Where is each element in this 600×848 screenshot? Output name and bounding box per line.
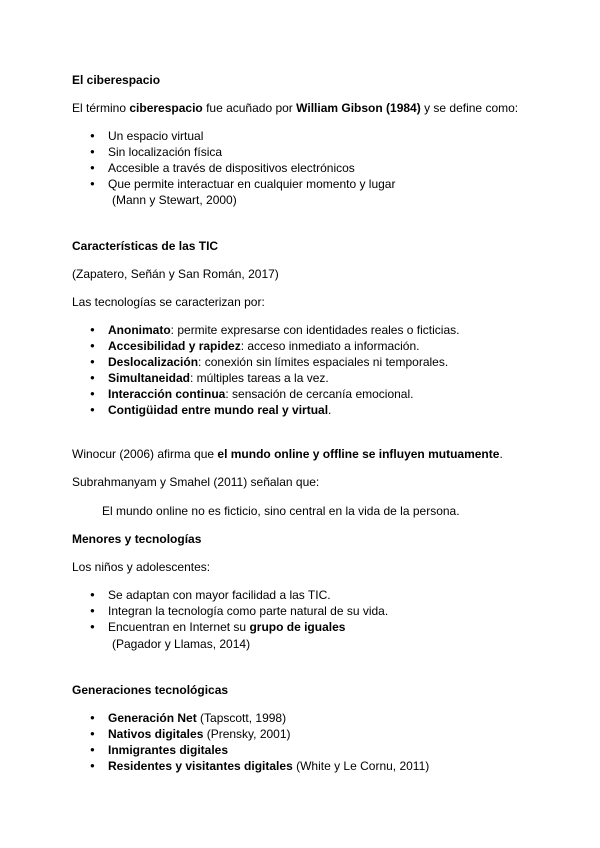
list-item	[72, 726, 429, 742]
section-title-caracteristicas: Características de las TIC	[72, 239, 219, 253]
ciberespacio-list	[72, 128, 395, 192]
item-desc: .	[328, 403, 332, 417]
list-item	[72, 619, 388, 635]
item-desc: (White y Le Cornu, 2011)	[292, 759, 430, 773]
intro-text: fue acuñado por	[202, 101, 297, 115]
intro-text: y se define como:	[420, 101, 519, 115]
list-item	[72, 710, 429, 726]
item-term: Nativos digitales	[108, 727, 204, 741]
list-item: ● Accesible a través de dispositivos electrónicos	[72, 160, 395, 176]
list-item	[72, 386, 459, 402]
winocur-statement	[72, 446, 503, 462]
list-item: ● Un espacio virtual	[72, 128, 395, 144]
item-desc: : acceso inmediato a información.	[240, 339, 420, 353]
list-item	[72, 758, 429, 774]
statement-text: Winocur (2006) afirma que	[72, 447, 218, 461]
item-desc: (Tapscott, 1998)	[196, 711, 287, 725]
item-term: Accesibilidad y rapidez	[108, 339, 241, 353]
citation: (Mann y Stewart, 2000)	[112, 193, 237, 207]
tic-features-list	[72, 322, 459, 418]
item-desc: : sensación de cercanía emocional.	[225, 387, 414, 401]
item-desc: (Prensky, 2001)	[203, 727, 291, 741]
item-term: Deslocalización	[108, 355, 199, 369]
list-item	[72, 354, 459, 370]
item-desc: : permite expresarse con identidades reales o ficticias.	[170, 323, 460, 337]
item-term: Generación Net	[108, 711, 197, 725]
intro-term: ciberespacio	[129, 101, 203, 115]
list-item	[72, 402, 459, 418]
quote: El mundo online no es ficticio, sino central en la vida de la persona.	[102, 504, 460, 518]
list-item	[72, 338, 459, 354]
generaciones-list	[72, 710, 429, 774]
item-desc: : múltiples tareas a la vez.	[190, 371, 329, 385]
citation: (Pagador y Llamas, 2014)	[112, 637, 251, 651]
statement-emphasis: el mundo online y offline se influyen mutuamente	[217, 447, 500, 461]
list-item: ● Se adaptan con mayor facilidad a las TIC.	[72, 587, 388, 603]
list-item: ● Integran la tecnología como parte natural de su vida.	[72, 603, 388, 619]
list-lead: Los niños y adolescentes:	[72, 560, 211, 574]
intro-text: El término	[72, 101, 130, 115]
item-term: Simultaneidad	[108, 371, 191, 385]
menores-list	[72, 587, 388, 635]
section-title-generaciones: Generaciones tecnológicas	[72, 683, 229, 697]
section-title-ciberespacio: El ciberespacio	[72, 73, 161, 87]
list-item	[72, 322, 459, 338]
section-title-menores: Menores y tecnologías	[72, 532, 202, 546]
list-item	[72, 742, 429, 758]
item-term: Residentes y visitantes digitales	[108, 759, 293, 773]
list-lead: Las tecnologías se caracterizan por:	[72, 295, 265, 309]
intro-author: William Gibson (1984)	[296, 101, 421, 115]
ciberespacio-intro	[72, 100, 518, 116]
list-item: ● Que permite interactuar en cualquier momento y lugar	[72, 176, 395, 192]
item-emphasis: grupo de iguales	[249, 620, 346, 634]
item-term: Contigüidad entre mundo real y virtual	[108, 403, 329, 417]
subrahmanyam-statement: Subrahmanyam y Smahel (2011) señalan que:	[72, 475, 320, 489]
item-desc: : conexión sin límites espaciales ni temporales.	[198, 355, 449, 369]
item-term: Interacción continua	[108, 387, 226, 401]
item-term: Anonimato	[108, 323, 171, 337]
source-citation: (Zapatero, Señán y San Román, 2017)	[72, 267, 279, 281]
list-item	[72, 370, 459, 386]
item-text: Encuentran en Internet su	[108, 620, 250, 634]
statement-text: .	[499, 447, 503, 461]
list-item: ● Sin localización física	[72, 144, 395, 160]
item-term: Inmigrantes digitales	[108, 743, 229, 757]
